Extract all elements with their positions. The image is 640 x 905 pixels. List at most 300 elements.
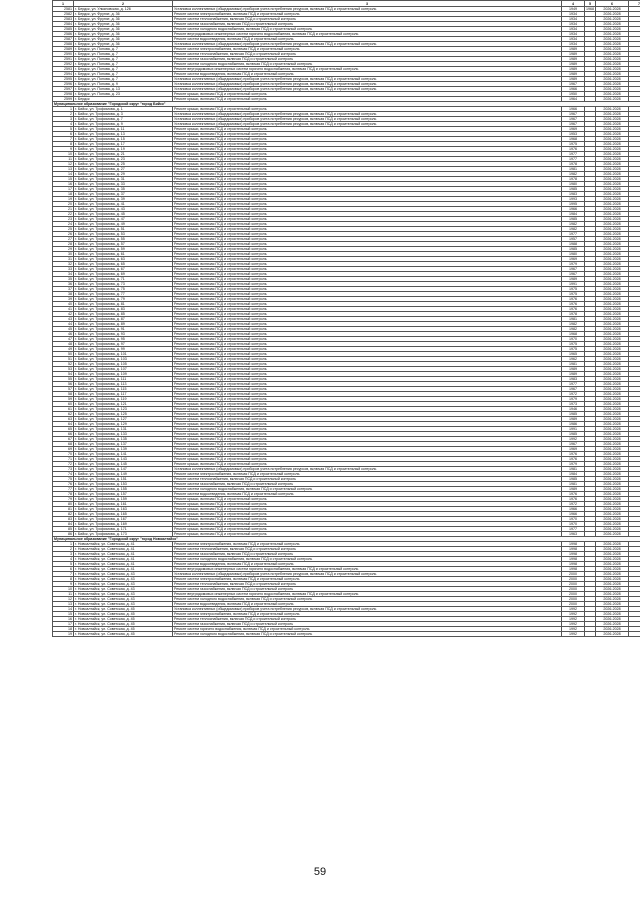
row-period: 2026-2028 <box>596 372 629 377</box>
row-address: г. Бийск, ул. Трофимова, д. 77 <box>74 292 173 297</box>
row-period: 2026-2028 <box>596 217 629 222</box>
row-year: 1967 <box>562 387 585 392</box>
row-period: 2026-2028 <box>596 282 629 287</box>
row-year: 1968 <box>562 332 585 337</box>
row-year: 2000 <box>562 602 585 607</box>
row-period: 2026-2028 <box>596 167 629 172</box>
row-address: г. Бийск, ул. Трофимова, д. 139 <box>74 447 173 452</box>
row-work-type: Ремонт крыши, включая ПСД и строительный контроль <box>173 222 562 227</box>
row-year: 2000 <box>562 597 585 602</box>
row-period: 2026-2028 <box>596 232 629 237</box>
row-address: г. Бердск, ул. Попова, д. 23 <box>74 92 173 97</box>
row-work-type: Ремонт внутридомовых инженерных систем горячего водоснабжения, включая ПСД и строительный контроль <box>173 67 562 72</box>
row-work-type: Установка коллективных (общедомовых) приборов учета потребления ресурсов, включая ПСД и строительный контроль <box>173 82 562 87</box>
row-work-type: Ремонт внутридомовых инженерных систем горячего водоснабжения, включая ПСД и строительный контроль <box>173 567 562 572</box>
row-address: г. Новоалтайск, ул. Советская, д. 45 <box>74 612 173 617</box>
row-address: г. Бийск, ул. Трофимова, д. 141 <box>74 452 173 457</box>
row-number: 67 <box>53 437 74 442</box>
row-work-type: Ремонт крыши, включая ПСД и строительный контроль <box>173 382 562 387</box>
row-address: г. Бердск, ул. Попова, д. 7 <box>74 52 173 57</box>
row-period: 2026-2028 <box>596 482 629 487</box>
row-number: 78 <box>53 492 74 497</box>
row-work-type: Ремонт систем газоснабжения, включая ПСД и строительный контроль <box>173 552 562 557</box>
row-period: 2026-2028 <box>596 322 629 327</box>
row-period: 2026-2028 <box>596 172 629 177</box>
row-period: 2026-2028 <box>596 37 629 42</box>
row-address: г. Бийск, ул. Трофимова, д. 7 <box>74 117 173 122</box>
row-work-type: Ремонт крыши, включая ПСД и строительный контроль <box>173 227 562 232</box>
row-work-type: Ремонт крыши, включая ПСД и строительный контроль <box>173 137 562 142</box>
row-year: 1966 <box>562 507 585 512</box>
row-number: 2595 <box>53 77 74 82</box>
row-address: г. Бердск, ул. Попова, д. 9 <box>74 82 173 87</box>
row-number: 68 <box>53 442 74 447</box>
row-work-type: Ремонт систем холодного водоснабжения, включая ПСД и строительный контроль <box>173 62 562 67</box>
row-period: 2026-2028 <box>596 147 629 152</box>
row-period: 2026-2028 <box>596 307 629 312</box>
row-period: 2026-2028 <box>596 132 629 137</box>
row-year: 1976 <box>562 297 585 302</box>
row-period: 2026-2028 <box>596 107 629 112</box>
row-work-type: Ремонт крыши, включая ПСД и строительный контроль <box>173 507 562 512</box>
row-year: 1970 <box>562 337 585 342</box>
row-period: 2026-2028 <box>596 257 629 262</box>
row-period: 2026-2028 <box>596 42 629 47</box>
row-number: 82 <box>53 512 74 517</box>
row-address: г. Бийск, ул. Трофимова, д. 9 <box>74 122 173 127</box>
row-number: 2 <box>53 112 74 117</box>
row-address: г. Бийск, ул. Трофимова, д. 11 <box>74 127 173 132</box>
row-number: 75 <box>53 477 74 482</box>
row-period: 2026-2028 <box>596 447 629 452</box>
row-year: 1998 <box>562 567 585 572</box>
row-address: г. Бийск, ул. Трофимова, д. 145 <box>74 462 173 467</box>
row-work-type: Ремонт крыши, включая ПСД и строительный контроль <box>173 407 562 412</box>
row-address: г. Бийск, ул. Трофимова, д. 51 <box>74 227 173 232</box>
row-year: 1978 <box>562 177 585 182</box>
row-year: 1985 <box>562 217 585 222</box>
row-address: г. Бийск, ул. Трофимова, д. 75 <box>74 287 173 292</box>
row-year: 1982 <box>562 327 585 332</box>
row-work-type: Установка коллективных (общедомовых) приборов учета потребления ресурсов, включая ПСД и строительный контроль <box>173 467 562 472</box>
row-period: 2026-2028 <box>596 602 629 607</box>
row-number: 15 <box>53 177 74 182</box>
row-year: 2000 <box>562 592 585 597</box>
row-address: г. Бийск, ул. Трофимова, д. 33 <box>74 182 173 187</box>
row-work-type: Ремонт крыши, включая ПСД и строительный контроль <box>173 432 562 437</box>
row-number: 2599 <box>53 97 74 102</box>
row-year: 1967 <box>562 267 585 272</box>
row-year: 1967 <box>562 117 585 122</box>
row-period: 2026-2028 <box>596 267 629 272</box>
row-year: 1995 <box>562 202 585 207</box>
row-period: 2026-2028 <box>596 182 629 187</box>
section-title: Муниципальное образование "Городской округ "город Бийск" <box>53 102 640 107</box>
row-number: 2585 <box>53 27 74 32</box>
row-work-type: Ремонт крыши, включая ПСД и строительный контроль <box>173 247 562 252</box>
row-address: г. Бийск, ул. Трофимова, д. 95 <box>74 337 173 342</box>
row-year: 1993 <box>562 197 585 202</box>
row-number: 8 <box>53 577 74 582</box>
row-year: 1967 <box>562 122 585 127</box>
row-work-type: Ремонт систем электроснабжения, включая ПСД и строительный контроль <box>173 612 562 617</box>
row-number: 21 <box>53 207 74 212</box>
row-work-type: Ремонт крыши, включая ПСД и строительный контроль <box>173 207 562 212</box>
row-year: 1967 <box>562 82 585 87</box>
row-address: г. Бийск, ул. Трофимова, д. 79 <box>74 297 173 302</box>
row-address: г. Бийск, ул. Трофимова, д. 115 <box>74 387 173 392</box>
row-address: г. Бийск, ул. Трофимова, д. 123 <box>74 407 173 412</box>
row-period: 2026-2028 <box>596 377 629 382</box>
row-period: 2026-2028 <box>596 357 629 362</box>
row-period: 2026-2028 <box>596 157 629 162</box>
row-number: 41 <box>53 307 74 312</box>
row-address: г. Бердск, ул. Попова, д. 13 <box>74 87 173 92</box>
row-work-type: Ремонт систем газоснабжения, включая ПСД и строительный контроль <box>173 622 562 627</box>
row-work-type: Ремонт крыши, включая ПСД и строительный контроль <box>173 267 562 272</box>
table-row <box>53 632 640 637</box>
row-work-type: Ремонт систем теплоснабжения, включая ПСД и строительный контроль <box>173 477 562 482</box>
row-number: 72 <box>53 462 74 467</box>
row-number: 37 <box>53 287 74 292</box>
row-work-type: Ремонт крыши, включая ПСД и строительный контроль <box>173 452 562 457</box>
row-number: 69 <box>53 447 74 452</box>
row-work-type: Ремонт крыши, включая ПСД и строительный контроль <box>173 187 562 192</box>
row-year: 1998 <box>562 542 585 547</box>
row-period: 2026-2028 <box>596 247 629 252</box>
row-work-type: Ремонт систем теплоснабжения, включая ПСД и строительный контроль <box>173 582 562 587</box>
row-period: 2026-2028 <box>596 477 629 482</box>
row-period: 2026-2028 <box>596 117 629 122</box>
row-year: 1985 <box>562 247 585 252</box>
row-address: г. Бийск, ул. Трофимова, д. 163 <box>74 507 173 512</box>
row-year: 1946 <box>562 407 585 412</box>
row-period: 2026-2028 <box>596 487 629 492</box>
row-address: г. Новоалтайск, ул. Советская, д. 41 <box>74 557 173 562</box>
row-period: 2026-2028 <box>596 462 629 467</box>
row-work-type: Ремонт систем электроснабжения, включая ПСД и строительный контроль <box>173 12 562 17</box>
row-number: 45 <box>53 327 74 332</box>
row-number: 48 <box>53 342 74 347</box>
row-period: 2026-2028 <box>596 622 629 627</box>
row-period: 2026-2028 <box>596 202 629 207</box>
row-work-type: Ремонт крыши, включая ПСД и строительный контроль <box>173 212 562 217</box>
row-address: г. Бийск, ул. Трофимова, д. 169 <box>74 522 173 527</box>
row-work-type: Ремонт систем горячего водоснабжения, включая ПСД и строительный контроль <box>173 627 562 632</box>
row-year: 1992 <box>562 627 585 632</box>
row-number: 49 <box>53 347 74 352</box>
row-address: г. Бийск, ул. Трофимова, д. 31 <box>74 177 173 182</box>
row-number: 17 <box>53 622 74 627</box>
row-number: 13 <box>53 602 74 607</box>
row-year: 1985 <box>562 432 585 437</box>
row-work-type: Ремонт крыши, включая ПСД и строительный контроль <box>173 177 562 182</box>
row-number: 22 <box>53 212 74 217</box>
row-number: 2593 <box>53 67 74 72</box>
row-year: 1970 <box>562 517 585 522</box>
row-number: 38 <box>53 292 74 297</box>
row-year: 1983 <box>562 192 585 197</box>
row-address: г. Бийск, ул. Трофимова, д. 25 <box>74 162 173 167</box>
row-number: 36 <box>53 282 74 287</box>
row-year: 1975 <box>562 292 585 297</box>
row-number: 52 <box>53 362 74 367</box>
row-number: 4 <box>53 122 74 127</box>
row-work-type: Ремонт крыши, включая ПСД и строительный контроль <box>173 527 562 532</box>
row-year: 1976 <box>562 452 585 457</box>
row-work-type: Ремонт крыши, включая ПСД и строительный контроль <box>173 512 562 517</box>
row-number: 2590 <box>53 52 74 57</box>
row-address: г. Бердск, ул. Попова, д. 7 <box>74 72 173 77</box>
row-address: г. Бийск, ул. Трофимова, д. 61 <box>74 252 173 257</box>
row-work-type: Ремонт систем газоснабжения, включая ПСД и строительный контроль <box>173 482 562 487</box>
row-period: 2026-2028 <box>596 72 629 77</box>
row-year: 1934 <box>562 32 585 37</box>
row-year: 1989 <box>562 67 585 72</box>
row-year: 1963 <box>562 532 585 537</box>
row-work-type: Ремонт крыши, включая ПСД и строительный контроль <box>173 152 562 157</box>
row-year: 1978 <box>562 162 585 167</box>
row-address: г. Бердск, ул. Попова, д. 7 <box>74 47 173 52</box>
row-year: 1989 <box>562 72 585 77</box>
row-period: 2026-2028 <box>596 397 629 402</box>
row-work-type: Ремонт крыши, включая ПСД и строительный контроль <box>173 92 562 97</box>
row-year: 1976 <box>562 497 585 502</box>
row-period: 2026-2028 <box>596 612 629 617</box>
row-address: г. Бийск, ул. Трофимова, д. 117 <box>74 392 173 397</box>
row-work-type: Ремонт крыши, включая ПСД и строительный контроль <box>173 362 562 367</box>
row-period: 2026-2028 <box>596 97 629 102</box>
row-address: г. Бийск, ул. Трофимова, д. 93 <box>74 332 173 337</box>
row-address: г. Бийск, ул. Трофимова, д. 91 <box>74 327 173 332</box>
row-number: 2591 <box>53 57 74 62</box>
row-address: г. Новоалтайск, ул. Советская, д. 45 <box>74 607 173 612</box>
row-work-type: Ремонт крыши, включая ПСД и строительный контроль <box>173 392 562 397</box>
row-address: г. Новоалтайск, ул. Советская, д. 41 <box>74 542 173 547</box>
row-address: г. Бийск, ул. Трофимова, д. 63 <box>74 257 173 262</box>
row-work-type: Ремонт крыши, включая ПСД и строительный контроль <box>173 367 562 372</box>
row-number: 27 <box>53 237 74 242</box>
row-year: 1934 <box>562 12 585 17</box>
row-address: г. Бийск, ул. Трофимова, д. 129 <box>74 422 173 427</box>
row-address: г. Бийск, ул. Трофимова, д. 133 <box>74 432 173 437</box>
row-work-type: Ремонт крыши, включая ПСД и строительный контроль <box>173 357 562 362</box>
row-address: г. Бийск, ул. Трофимова, д. 109 <box>74 372 173 377</box>
row-period: 2026-2028 <box>596 82 629 87</box>
row-year: 1934 <box>562 42 585 47</box>
row-period: 2026-2028 <box>596 382 629 387</box>
row-work-type: Ремонт крыши, включая ПСД и строительный контроль <box>173 327 562 332</box>
row-year: 1992 <box>562 437 585 442</box>
row-year: 1998 <box>562 557 585 562</box>
row-year-2: 1968 <box>586 7 594 11</box>
row-work-type: Ремонт систем холодного водоснабжения, включая ПСД и строительный контроль <box>173 27 562 32</box>
row-number: 32 <box>53 262 74 267</box>
row-period: 2026-2028 <box>596 627 629 632</box>
row-period: 2026-2028 <box>596 437 629 442</box>
row-period: 2026-2028 <box>596 192 629 197</box>
header-cell-7: 7 <box>629 1 640 7</box>
row-year: 1976 <box>562 307 585 312</box>
row-work-type: Ремонт крыши, включая ПСД и строительный контроль <box>173 132 562 137</box>
row-number: 47 <box>53 337 74 342</box>
row-period: 2026-2028 <box>596 572 629 577</box>
row-address: г. Бийск, ул. Трофимова, д. 167 <box>74 517 173 522</box>
row-period: 2026-2028 <box>596 137 629 142</box>
row-number: 1 <box>53 542 74 547</box>
row-number: 79 <box>53 497 74 502</box>
row-work-type: Ремонт систем холодного водоснабжения, включая ПСД и строительный контроль <box>173 557 562 562</box>
row-work-type: Ремонт крыши, включая ПСД и строительный контроль <box>173 332 562 337</box>
row-period: 2026-2028 <box>596 422 629 427</box>
header-cell-4: 4 <box>562 1 585 7</box>
row-work-type: Ремонт крыши, включая ПСД и строительный контроль <box>173 142 562 147</box>
row-work-type: Ремонт крыши, включая ПСД и строительный контроль <box>173 522 562 527</box>
row-work-type: Ремонт крыши, включая ПСД и строительный контроль <box>173 192 562 197</box>
row-period: 2026-2028 <box>596 497 629 502</box>
row-address: г. Новоалтайск, ул. Советская, д. 45 <box>74 617 173 622</box>
row-year: 1975 <box>562 347 585 352</box>
row-address: г. Бийск, ул. Трофимова, д. 149 <box>74 472 173 477</box>
row-year: 1966 <box>562 207 585 212</box>
row-address: г. Бийск, ул. Трофимова, д. 97 <box>74 342 173 347</box>
row-year: 1979 <box>562 262 585 267</box>
row-year: 1977 <box>562 232 585 237</box>
row-address: г. Бийск, ул. Трофимова, д. 127 <box>74 417 173 422</box>
row-period: 2026-2028 <box>596 442 629 447</box>
row-address: г. Бийск, ул. Трофимова, д. 71 <box>74 277 173 282</box>
row-work-type: Ремонт крыши, включая ПСД и строительный контроль <box>173 447 562 452</box>
row-period: 2026-2028 <box>596 432 629 437</box>
row-number: 83 <box>53 517 74 522</box>
row-period: 2026-2028 <box>596 227 629 232</box>
row-period: 2026-2028 <box>596 252 629 257</box>
row-period: 2026-2028 <box>596 212 629 217</box>
row-period: 2026-2028 <box>596 392 629 397</box>
row-work-type: Ремонт крыши, включая ПСД и строительный контроль <box>173 532 562 537</box>
row-year: 1953 <box>562 132 585 137</box>
row-period: 2026-2028 <box>596 502 629 507</box>
row-number: 10 <box>53 152 74 157</box>
row-work-type: Ремонт крыши, включая ПСД и строительный контроль <box>173 182 562 187</box>
row-address: г. Новоалтайск, ул. Советская, д. 45 <box>74 627 173 632</box>
row-year: 1973 <box>562 402 585 407</box>
row-period: 2026-2028 <box>596 522 629 527</box>
row-work-type: Ремонт систем водоотведения, включая ПСД и строительный контроль <box>173 602 562 607</box>
row-period: 2026-2028 <box>596 142 629 147</box>
row-period: 2026-2028 <box>596 472 629 477</box>
row-work-type: Ремонт крыши, включая ПСД и строительный контроль <box>173 342 562 347</box>
row-work-type: Ремонт крыши, включая ПСД и строительный контроль <box>173 497 562 502</box>
row-year: 1966 <box>562 512 585 517</box>
row-address: г. Новоалтайск, ул. Советская, д. 43 <box>74 602 173 607</box>
row-number: 40 <box>53 302 74 307</box>
row-number: 3 <box>53 117 74 122</box>
row-number: 6 <box>53 567 74 572</box>
row-year: 1985 <box>562 477 585 482</box>
row-number: 2581 <box>53 7 74 12</box>
row-number: 2594 <box>53 72 74 77</box>
row-year: 1976 <box>562 492 585 497</box>
row-work-type: Ремонт крыши, включая ПСД и строительный контроль <box>173 312 562 317</box>
row-period: 2026-2028 <box>596 317 629 322</box>
row-address: г. Новоалтайск, ул. Советская, д. 43 <box>74 572 173 577</box>
row-address: г. Бийск, ул. Трофимова, д. 23 <box>74 157 173 162</box>
row-period: 2026-2028 <box>596 402 629 407</box>
row-work-type: Ремонт крыши, включая ПСД и строительный контроль <box>173 127 562 132</box>
row-work-type: Ремонт систем теплоснабжения, включая ПСД и строительный контроль <box>173 547 562 552</box>
row-work-type: Ремонт систем водоотведения, включая ПСД и строительный контроль <box>173 562 562 567</box>
row-number: 42 <box>53 312 74 317</box>
row-number: 19 <box>53 632 74 637</box>
row-year: 1989 <box>562 77 585 82</box>
row-year: 1978 <box>562 312 585 317</box>
row-year: 1976 <box>562 457 585 462</box>
row-number: 58 <box>53 392 74 397</box>
row-period: 2026-2028 <box>596 297 629 302</box>
row-address: г. Бердск, ул. Попова, д. 7 <box>74 57 173 62</box>
row-period: 2026-2028 <box>596 597 629 602</box>
row-address: г. Бийск, ул. Трофимова, д. 107 <box>74 367 173 372</box>
row-year: 1979 <box>562 397 585 402</box>
row-year: 1989 <box>562 487 585 492</box>
row-address: г. Бийск, ул. Трофимова, д. 37 <box>74 192 173 197</box>
row-address: г. Бийск, ул. Трофимова, д. 131 <box>74 427 173 432</box>
row-work-type: Ремонт систем электроснабжения, включая ПСД и строительный контроль <box>173 472 562 477</box>
row-number: 16 <box>53 617 74 622</box>
row-year: 1980 <box>562 182 585 187</box>
row-year: 1968 <box>562 137 585 142</box>
row-work-type: Установка коллективных (общедомовых) приборов учета потребления ресурсов, включая ПСД и строительный контроль <box>173 122 562 127</box>
row-year: 1985 <box>562 412 585 417</box>
row-period: 2026-2028 <box>596 242 629 247</box>
row-period: 2026-2028 <box>596 87 629 92</box>
row-address: г. Бийск, ул. Трофимова, д. 19 <box>74 147 173 152</box>
row-address: г. Новоалтайск, ул. Советская, д. 41 <box>74 547 173 552</box>
row-year: 1991 <box>562 427 585 432</box>
row-number: 2582 <box>53 12 74 17</box>
row-address: г. Бийск, ул. Трофимова, д. 171 <box>74 527 173 532</box>
row-number: 30 <box>53 252 74 257</box>
row-year: 1983 <box>562 377 585 382</box>
row-work-type: Установка коллективных (общедомовых) приборов учета потребления ресурсов, включая ПСД и строительный контроль <box>173 117 562 122</box>
row-period: 2026-2028 <box>596 362 629 367</box>
row-address: г. Бийск, ул. Трофимова, д. 3 <box>74 112 173 117</box>
row-address: г. Бийск, ул. Трофимова, д. 43 <box>74 207 173 212</box>
row-address: г. Бийск, ул. Трофимова, д. 69 <box>74 272 173 277</box>
row-year: 1969 <box>562 447 585 452</box>
row-period: 2026-2028 <box>596 262 629 267</box>
row-period: 2026-2028 <box>596 577 629 582</box>
row-number: 18 <box>53 627 74 632</box>
header-cell-3: 3 <box>173 1 562 7</box>
row-work-type: Ремонт систем теплоснабжения, включая ПСД и строительный контроль <box>173 17 562 22</box>
row-work-type: Ремонт крыши, включая ПСД и строительный контроль <box>173 422 562 427</box>
row-year: 1982 <box>562 222 585 227</box>
row-period: 2026-2028 <box>596 272 629 277</box>
row-work-type: Установка коллективных (общедомовых) приборов учета потребления ресурсов, включая ПСД и строительный контроль <box>173 112 562 117</box>
row-work-type: Ремонт систем холодного водоснабжения, включая ПСД и строительный контроль <box>173 597 562 602</box>
row-address: г. Бердск, ул. Фрунзе, д. 36 <box>74 37 173 42</box>
row-year: 1989 <box>562 417 585 422</box>
row-period: 2026-2028 <box>596 277 629 282</box>
row-address: г. Бийск, ул. Трофимова, д. 147 <box>74 467 173 472</box>
page-number: 59 <box>313 866 327 878</box>
row-work-type: Ремонт крыши, включая ПСД и строительный контроль <box>173 107 562 112</box>
row-period: 2026-2028 <box>596 617 629 622</box>
section-title: Муниципальное образование "Городской округ "город Новоалтайск" <box>53 537 640 542</box>
row-year: 1962 <box>562 357 585 362</box>
